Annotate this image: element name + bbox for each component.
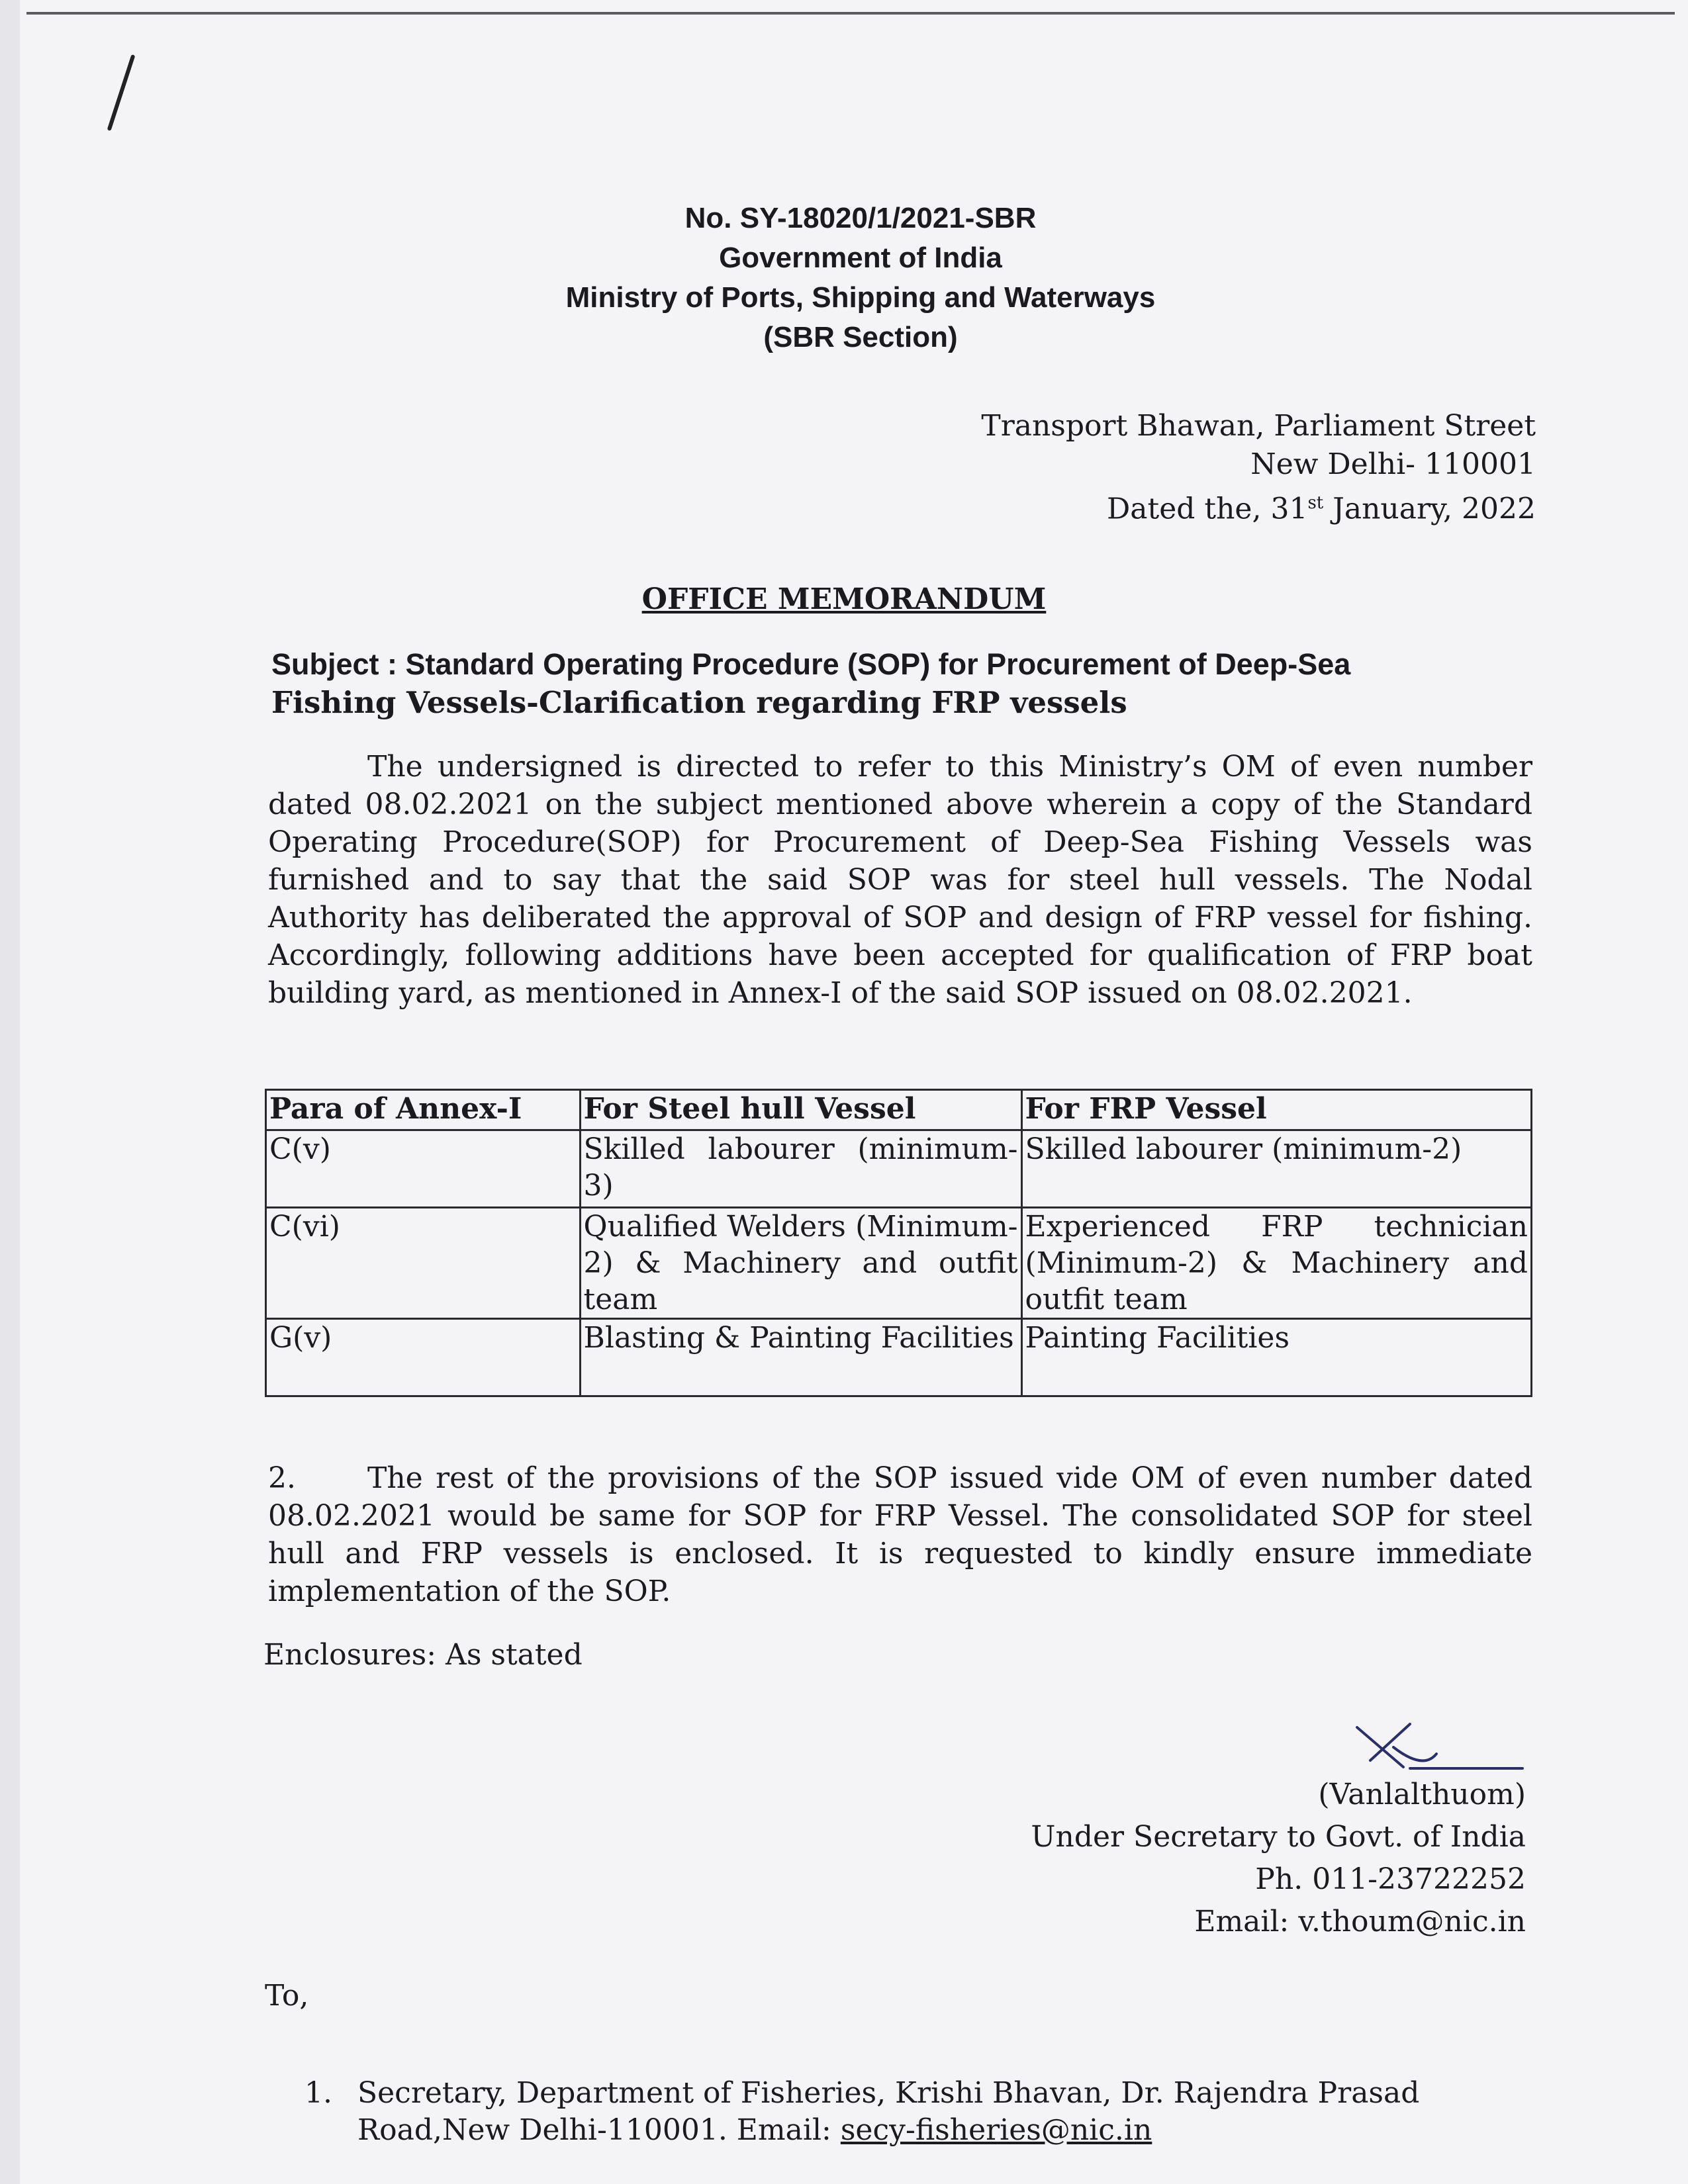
signatory-email: Email: v.thoum@nic.in — [1194, 1905, 1526, 1938]
paragraph-number: 2. — [268, 1461, 296, 1495]
address-line-2: New Delhi- 110001 — [1250, 447, 1536, 481]
scan-edge-shadow — [0, 0, 20, 2184]
table-cell: Blasting & Painting Facilities — [580, 1319, 1021, 1396]
letterhead — [463, 199, 1258, 357]
table-cell: C(vi) — [266, 1208, 581, 1319]
recipient-email-link[interactable]: secy-fisheries@nic.in — [840, 2113, 1152, 2147]
signatory-designation: Under Secretary to Govt. of India — [1031, 1820, 1526, 1854]
signatory-name: (Vanlalthuom) — [1318, 1778, 1526, 1811]
document-title: OFFICE MEMORANDUM — [641, 582, 1047, 616]
handwritten-signature — [1331, 1721, 1529, 1774]
table-cell: Qualified Welders (Minimum-2) & Machinery and outfit team — [580, 1208, 1021, 1319]
table-cell: Skilled labourer (minimum-2) — [1021, 1130, 1531, 1208]
government-name: Government of India — [719, 242, 1002, 274]
table-cell: C(v) — [266, 1130, 581, 1208]
scan-top-border — [26, 12, 1675, 15]
column-header-frp: For FRP Vessel — [1021, 1090, 1531, 1130]
signatory-phone: Ph. 011-23722252 — [1255, 1862, 1526, 1896]
subject-block — [271, 645, 1536, 722]
recipient-number: 1. — [305, 2076, 332, 2110]
column-header-para: Para of Annex-I — [266, 1090, 581, 1130]
signature-block — [864, 1774, 1526, 1943]
body-paragraph-1: The undersigned is directed to refer to this Ministry’s OM of even number dated 08.02.2021 on the subject mentioned above wherein a copy of the Standard Operating Procedure(SOP) for Procurement of Deep-Sea Fishing Vessels was furnished and to say that the said SOP was for steel hull vessels. The Nodal Authority has deliberated the approval of SOP and design of FRP vessel for fishing. Accordingly, following additions have been accepted for qualification of FRP boat building yard, as mentioned in Annex-I of the said SOP issued on 08.02.2021. — [268, 750, 1532, 1010]
pen-mark — [107, 54, 136, 131]
column-header-steel: For Steel hull Vessel — [580, 1090, 1021, 1130]
table-cell: G(v) — [266, 1319, 581, 1396]
date-prefix: Dated the, 31 — [1107, 492, 1308, 526]
table-cell: Experienced FRP technician (Minimum-2) & Machinery and outfit team — [1021, 1208, 1531, 1319]
table-row — [266, 1130, 1532, 1208]
paragraph-2-text: The rest of the provisions of the SOP issued vide OM of even number dated 08.02.2021 would be same for SOP for FRP Vessel. The consolidated SOP for steel hull and FRP vessels is enclosed. It is requested to kindly ensure immediate implementation of the SOP. — [268, 1461, 1532, 1608]
addressee-label: To, — [265, 1979, 309, 2013]
list-item — [305, 2075, 1536, 2149]
table-header-row — [266, 1090, 1532, 1130]
body-paragraph-2 — [268, 1459, 1532, 1610]
table-row — [266, 1319, 1532, 1396]
table-row — [266, 1208, 1532, 1319]
ministry-name: Ministry of Ports, Shipping and Waterways — [565, 281, 1156, 314]
enclosures-note: Enclosures: As stated — [263, 1638, 583, 1672]
annex-table — [265, 1089, 1532, 1397]
date-superscript: st — [1307, 493, 1324, 513]
address-line-1: Transport Bhawan, Parliament Street — [981, 409, 1536, 443]
subject-line-1: Standard Operating Procedure (SOP) for Procurement of Deep-Sea — [405, 647, 1351, 681]
table-cell: Skilled labourer (minimum-3) — [580, 1130, 1021, 1208]
date-suffix: January, 2022 — [1323, 492, 1536, 526]
file-number: No. SY-18020/1/2021-SBR — [684, 202, 1037, 234]
table-cell: Painting Facilities — [1021, 1319, 1531, 1396]
sender-address — [874, 407, 1536, 529]
subject-line-2: Fishing Vessels-Clarification regarding FRP vessels — [271, 685, 1127, 720]
memo-date — [874, 484, 1536, 529]
section-name: (SBR Section) — [763, 321, 958, 353]
recipient-text: Secretary, Department of Fisheries, Krishi Bhavan, Dr. Rajendra Prasad Road,New Delhi-110001. Email: — [357, 2076, 1420, 2147]
subject-label: Subject : — [271, 647, 406, 681]
